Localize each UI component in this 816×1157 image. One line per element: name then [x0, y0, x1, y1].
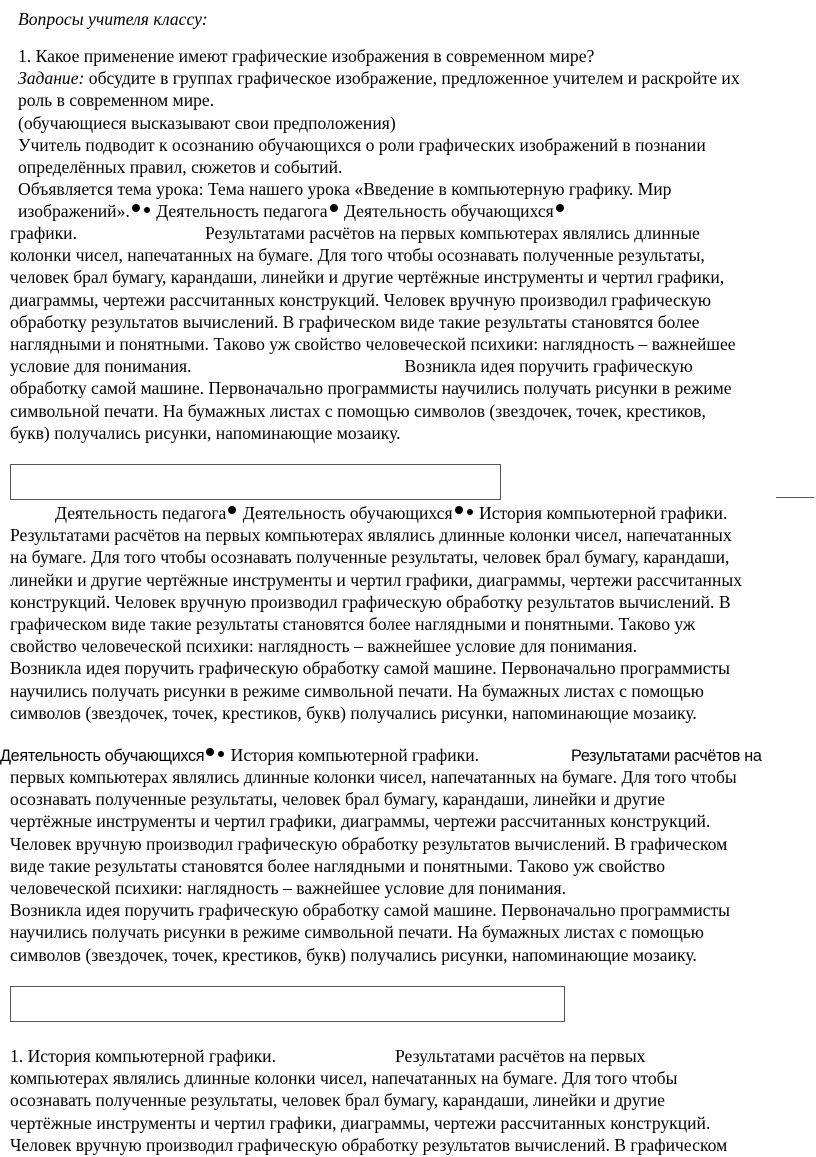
title-text: Вопросы учителя классу:: [18, 9, 208, 29]
history-4-line-2: компьютерах являлись длинные колонки чисел, напечатанных на бумаге. Для того чтобы: [10, 1068, 678, 1089]
empty-frame: [10, 464, 501, 500]
history-2-line-2: Результатами расчётов на первых компьютерах являлись длинные колонки чисел, напечатанных: [10, 525, 732, 546]
teacher-activity-label: Деятельность педагога: [156, 201, 328, 222]
history-1-line-1: [10, 222, 736, 244]
task-label: Задание:: [18, 68, 85, 89]
history-4-line-5: Человек вручную производил графическую обработку результатов вычислений. В графическом: [10, 1134, 728, 1155]
history-3-line-9: научились получать рисунки в режиме символьной печати. На бумажных листах с помощью: [10, 922, 704, 943]
bullet-icon: [467, 509, 473, 515]
history-2-line-6: графическом виде такие результаты становятся более наглядными и понятными. Таково уж: [10, 614, 696, 635]
history-2-line-8: Возникла идея поручить графическую обработку самой машине. Первоначально программисты: [10, 658, 730, 679]
history-1-line-2: колонки чисел, напечатанных на бумаге. Для того чтобы осознавать полученные результаты,: [10, 245, 705, 266]
history-block-1: [10, 222, 736, 444]
empty-frame: [10, 986, 565, 1022]
section-title: История компьютерной графики.: [478, 503, 728, 523]
teacher-note-2: определённых правил, сюжетов и событий.: [18, 157, 343, 178]
bullet-icon: [556, 204, 564, 212]
text-fragment: Результатами расчётов на: [571, 747, 762, 765]
history-block-3-body: [10, 766, 737, 966]
history-2-line-3: на бумаге. Для того чтобы осознавать полученные результаты, человек брал бумагу, карандаши,: [10, 547, 730, 568]
history-4-line-3: осознавать полученные результаты, человек брал бумагу, карандаши, линейки и другие: [10, 1090, 665, 1111]
section-title: История компьютерной графики.: [230, 745, 480, 765]
history-1-line-4: диаграммы, чертежи рассчитанных конструкций. Человек вручную производил графическую: [10, 289, 712, 310]
history-3-line-1: [0, 744, 762, 767]
topic-line-1: Объявляется тема урока: Тема нашего урока «Введение в компьютерную графику. Мир: [18, 179, 672, 200]
task-text-2: роль в современном мире.: [18, 90, 215, 111]
text-fragment: Результатами расчётов на первых компьютерах являлись длинные: [205, 223, 700, 243]
topic-title-end: изображений».: [18, 201, 130, 222]
history-1-line-7: [10, 355, 736, 377]
bullet-icon: [132, 204, 140, 212]
text-fragment: условие для понимания.: [10, 356, 192, 377]
topic-line-2: [18, 200, 740, 222]
history-1-line-9: символьной печати. На бумажных листах с помощью символов (звездочек, точек, крестиков,: [10, 400, 706, 421]
history-1-line-10: букв) получались рисунки, напоминающие мозаику.: [10, 422, 401, 443]
student-activity-label: Деятельность обучающихся: [343, 201, 554, 222]
teacher-note-1: Учитель подводит к осознанию обучающихся о роли графических изображений в познании: [18, 134, 706, 155]
history-3-line-5: Человек вручную производил графическую обработку результатов вычислений. В графическом: [10, 833, 728, 854]
teacher-questions-block: [18, 45, 740, 223]
divider-line: [776, 497, 814, 498]
question-1: 1. Какое применение имеют графические изображения в современном мире?: [18, 46, 595, 66]
history-1-line-6: наглядными и понятными. Таково уж свойство человеческой психики: наглядность – важнейшее: [10, 334, 736, 355]
text-fragment: Результатами расчётов на первых: [395, 1046, 646, 1066]
history-4-line-4: чертёжные инструменты и чертил графики, диаграммы, чертежи рассчитанных конструкций.: [10, 1112, 711, 1133]
history-3-line-2: первых компьютерах являлись длинные колонки чисел, напечатанных на бумаге. Для того чтобы: [10, 767, 737, 787]
history-4-line-1: [10, 1045, 727, 1067]
bullet-icon: [218, 751, 224, 757]
history-2-line-4: линейки и другие чертёжные инструменты и чертил графики, диаграммы, чертежи рассчитанных: [10, 569, 743, 590]
history-2-line-1: [10, 502, 742, 524]
history-1-line-3: человек брал бумагу, карандаши, линейки и другие чертёжные инструменты и чертил графики,: [10, 267, 725, 288]
task-line: [18, 67, 740, 89]
history-3-line-10: символов (звездочек, точек, крестиков, букв) получались рисунки, напоминающие мозаику.: [10, 944, 697, 965]
teacher-activity-label: Деятельность педагога: [55, 503, 227, 523]
students-note: (обучающиеся высказывают свои предположения): [18, 112, 396, 133]
text-fragment: Возникла идея поручить графическую: [404, 356, 693, 377]
bullet-icon: [455, 506, 463, 514]
history-2-line-5: конструкций. Человек вручную производил графическую обработку результатов вычислений. В: [10, 591, 731, 612]
history-2-line-9: научились получать рисунки в режиме символьной печати. На бумажных листах с помощью: [10, 680, 704, 701]
history-2-line-7: свойство человеческой психики: наглядность – важнейшее условие для понимания.: [10, 636, 638, 657]
student-activity-label: Деятельность обучающихся: [0, 747, 205, 765]
bullet-icon: [144, 207, 150, 213]
history-3-line-3: осознавать полученные результаты, человек брал бумагу, карандаши, линейки и другие: [10, 789, 665, 810]
history-1-line-5: обработку результатов вычислений. В графическом виде такие результаты становятся более: [10, 311, 700, 332]
history-3-line-4: чертёжные инструменты и чертил графики, диаграммы, чертежи рассчитанных конструкций.: [10, 811, 711, 832]
student-activity-label: Деятельность обучающихся: [242, 503, 453, 523]
page-title: [18, 8, 208, 30]
history-block-3: [0, 744, 762, 767]
bullet-icon: [330, 204, 338, 212]
history-block-2: [10, 502, 742, 724]
history-3-line-7: человеческой психики: наглядность – важнейшее условие для понимания.: [10, 878, 566, 899]
bullet-icon: [228, 506, 236, 514]
section-title: 1. История компьютерной графики.: [10, 1046, 276, 1066]
history-block-4: [10, 1045, 727, 1156]
task-text: обсудите в группах графическое изображение, предложенное учителем и раскройте их: [84, 68, 740, 89]
history-3-line-8: Возникла идея поручить графическую обработку самой машине. Первоначально программисты: [10, 900, 730, 921]
history-2-line-10: символов (звездочек, точек, крестиков, букв) получались рисунки, напоминающие мозаику.: [10, 702, 697, 723]
text-fragment: графики.: [10, 223, 77, 243]
bullet-icon: [206, 748, 214, 756]
history-3-line-6: виде такие результаты становятся более наглядными и понятными. Таково уж свойство: [10, 855, 666, 876]
history-1-line-8: обработку самой машине. Первоначально программисты научились получать рисунки в режиме: [10, 378, 732, 399]
